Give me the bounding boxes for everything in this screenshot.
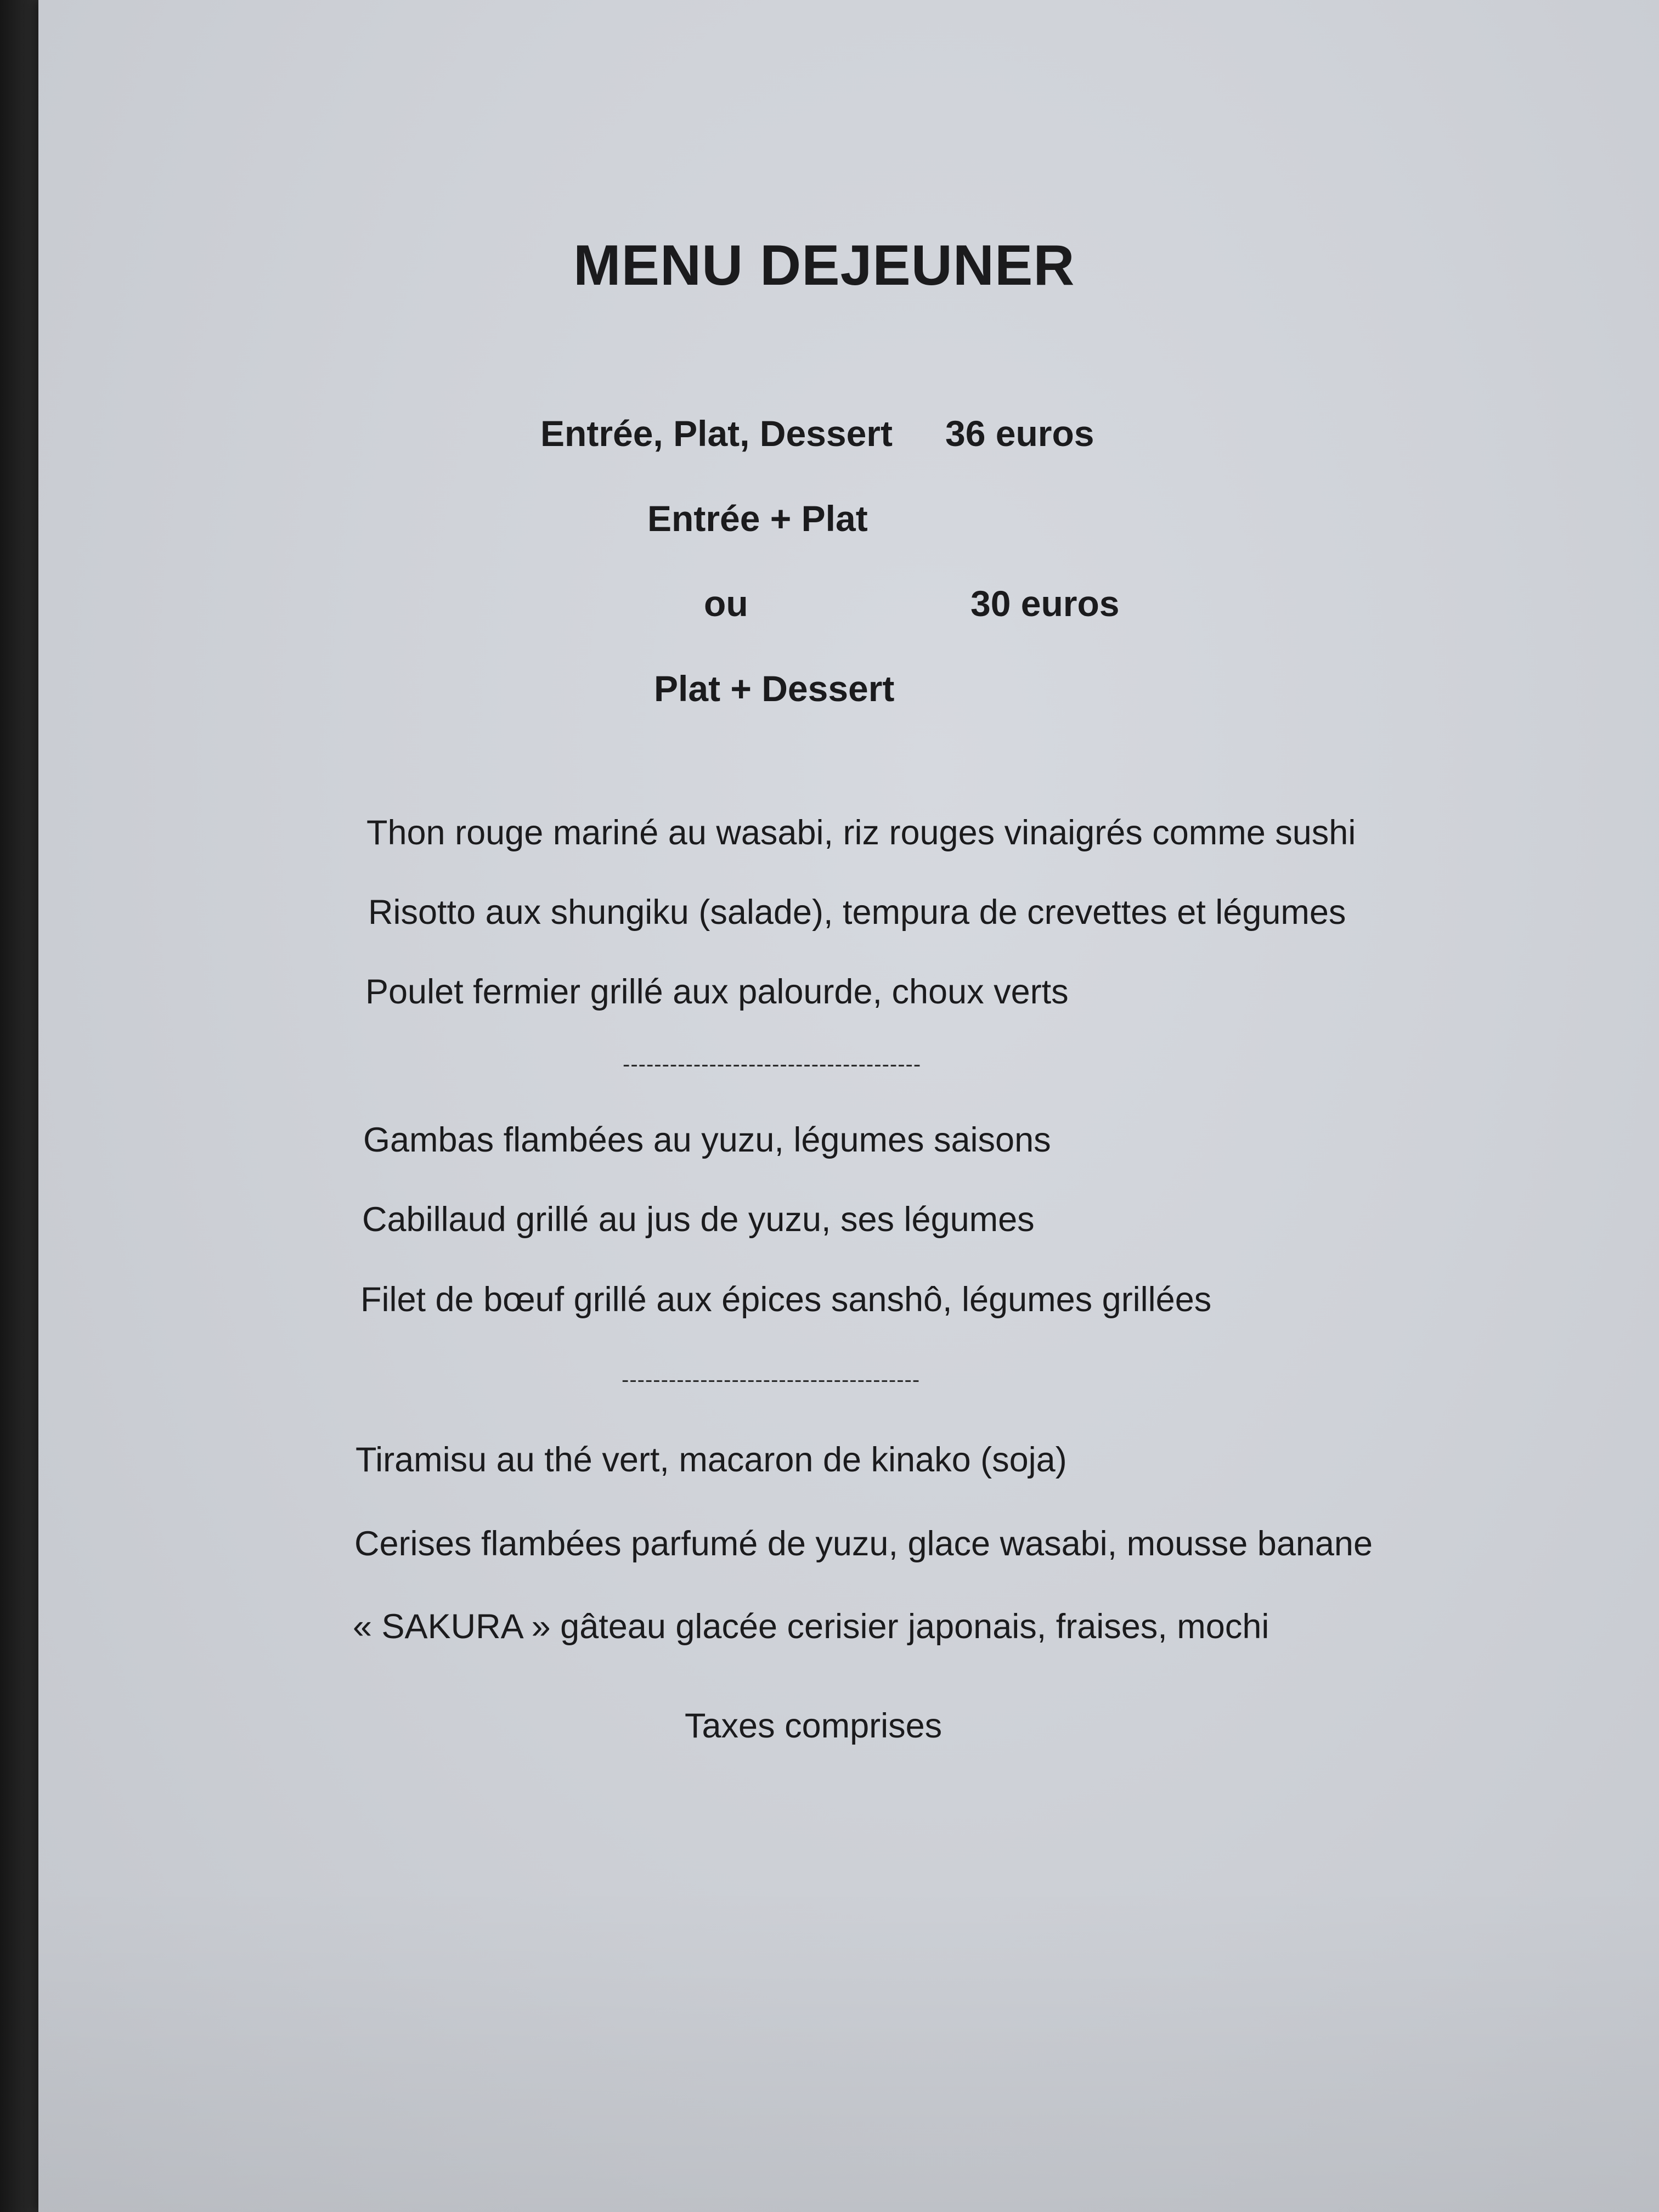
formula-option-price: 30 euros	[970, 583, 1120, 624]
entree-item: Risotto aux shungiku (salade), tempura de crevettes et légumes	[368, 893, 1346, 932]
formula-option-a: Entrée + Plat	[647, 498, 868, 539]
plat-item: Cabillaud grillé au jus de yuzu, ses légumes	[362, 1200, 1035, 1239]
entree-item: Thon rouge mariné au wasabi, riz rouges vinaigrés comme sushi	[366, 814, 1356, 852]
dessert-item: Tiramisu au thé vert, macaron de kinako (soja)	[356, 1441, 1067, 1479]
dessert-item: Cerises flambées parfumé de yuzu, glace wasabi, mousse banane	[354, 1525, 1373, 1563]
formula-full-price: 36 euros	[945, 413, 1094, 454]
formula-full-label: Entrée, Plat, Dessert	[540, 413, 893, 454]
formula-option-b: Plat + Dessert	[654, 668, 895, 709]
section-divider: --------------------------------------	[623, 1052, 922, 1076]
formula-or: ou	[704, 583, 748, 624]
dessert-item: « SAKURA » gâteau glacée cerisier japonais, fraises, mochi	[353, 1607, 1269, 1646]
section-divider: --------------------------------------	[622, 1368, 921, 1392]
taxes-note: Taxes comprises	[685, 1707, 943, 1745]
plat-item: Filet de bœuf grillé aux épices sanshô, légumes grillées	[360, 1280, 1212, 1319]
menu-sheet	[38, 0, 1659, 2212]
menu-title: MENU DEJEUNER	[573, 234, 1075, 297]
plat-item: Gambas flambées au yuzu, légumes saisons	[363, 1121, 1051, 1159]
entree-item: Poulet fermier grillé aux palourde, choux verts	[365, 973, 1069, 1011]
